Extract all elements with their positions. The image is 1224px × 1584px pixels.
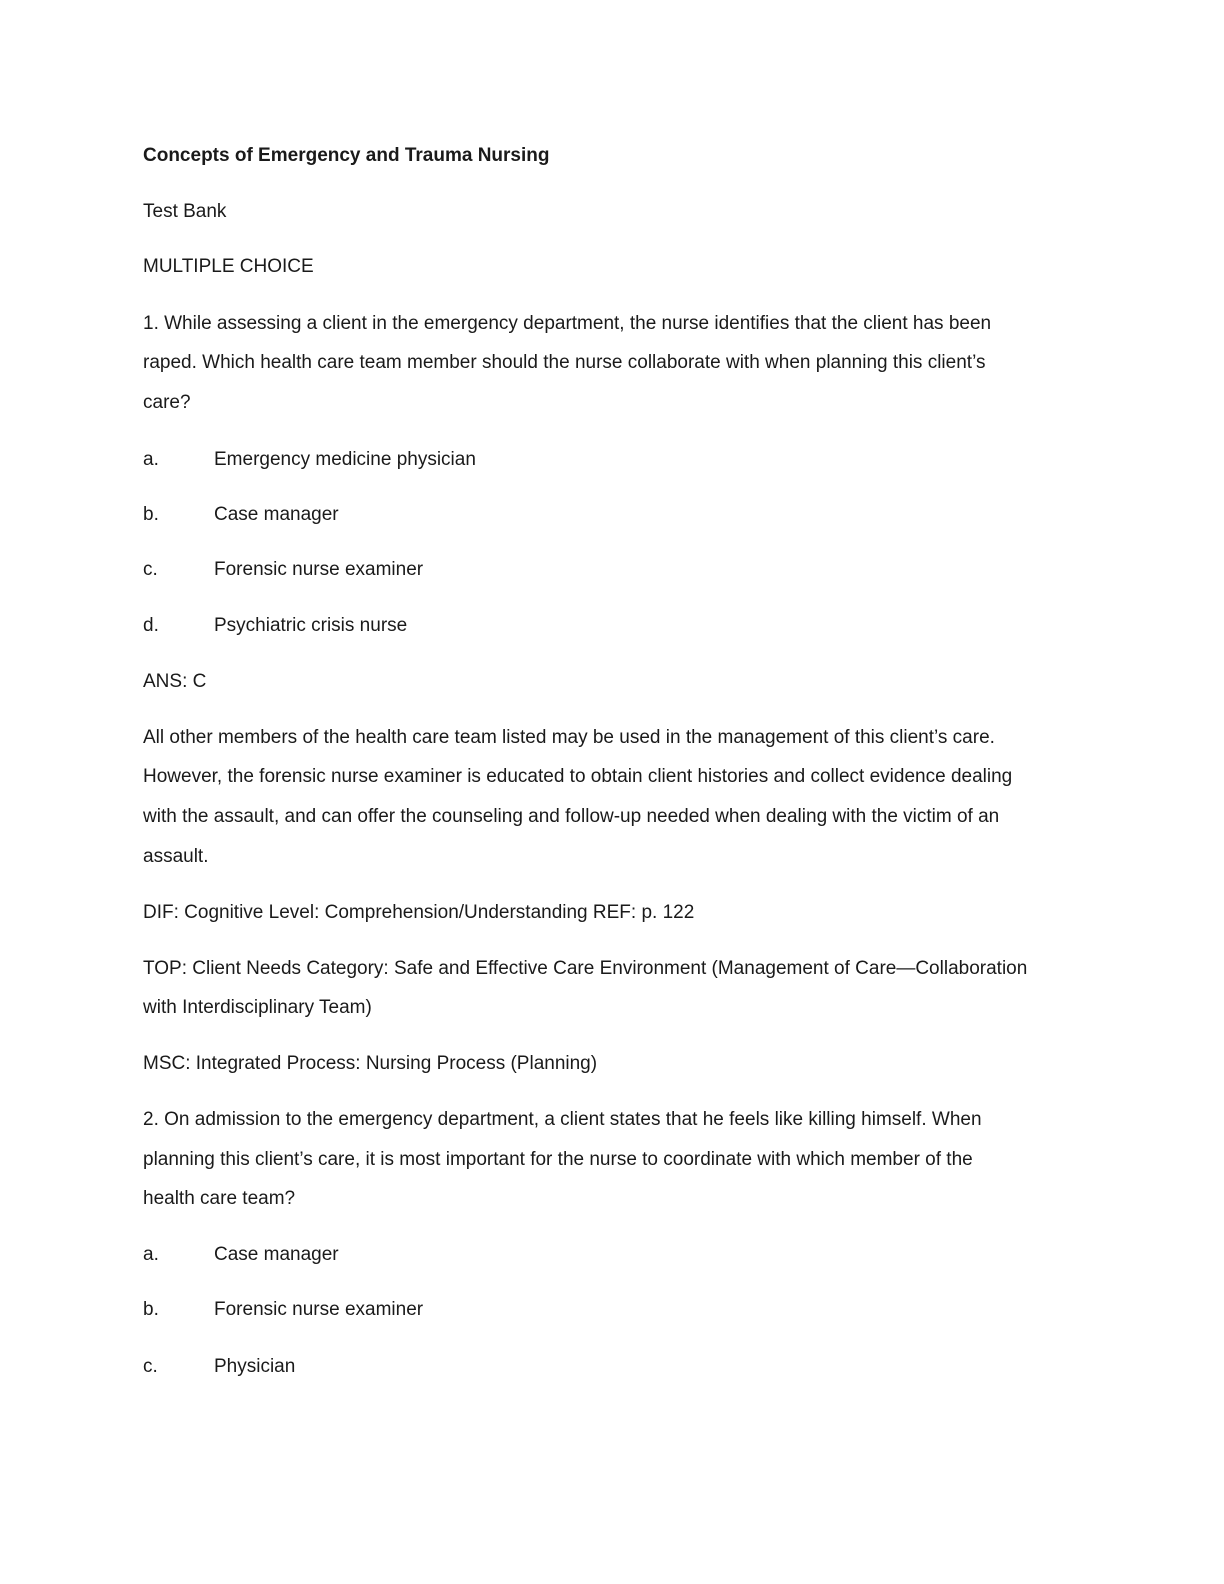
- question-stem-line: 1. While assessing a client in the emergency department, the nurse identifies that the client has been: [143, 313, 992, 334]
- option-text: Emergency medicine physician: [214, 449, 476, 470]
- rationale-line: However, the forensic nurse examiner is educated to obtain client histories and collect evidence dealing: [143, 766, 1013, 787]
- question-stem-line: health care team?: [143, 1188, 296, 1209]
- option-letter: b.: [143, 504, 159, 525]
- option-letter: a.: [143, 1244, 159, 1265]
- option-text: Forensic nurse examiner: [214, 1299, 424, 1320]
- answer-key: ANS: C: [143, 671, 207, 692]
- question-stem-line: raped. Which health care team member should the nurse collaborate with when planning this client’s: [143, 352, 986, 373]
- option-text: Physician: [214, 1356, 296, 1377]
- option-text: Psychiatric crisis nurse: [214, 615, 408, 636]
- question-stem-line: care?: [143, 392, 191, 413]
- topic-line: with Interdisciplinary Team): [143, 997, 372, 1018]
- option-text: Forensic nurse examiner: [214, 559, 424, 580]
- option-letter: a.: [143, 449, 159, 470]
- section-heading: MULTIPLE CHOICE: [143, 256, 314, 277]
- msc-line: MSC: Integrated Process: Nursing Process (Planning): [143, 1053, 598, 1074]
- rationale-line: with the assault, and can offer the counseling and follow-up needed when dealing with the victim of an: [143, 806, 1000, 827]
- option-letter: c.: [143, 1356, 158, 1377]
- option-letter: c.: [143, 559, 158, 580]
- question-stem-line: planning this client’s care, it is most important for the nurse to coordinate with which member of the: [143, 1149, 973, 1170]
- option-letter: b.: [143, 1299, 159, 1320]
- topic-line: TOP: Client Needs Category: Safe and Effective Care Environment (Management of Care—Collaboration: [143, 958, 1028, 979]
- question-stem-line: 2. On admission to the emergency department, a client states that he feels like killing himself. When: [143, 1109, 982, 1130]
- option-text: Case manager: [214, 504, 339, 525]
- document-subtitle: Test Bank: [143, 201, 227, 222]
- option-letter: d.: [143, 615, 159, 636]
- option-text: Case manager: [214, 1244, 339, 1265]
- rationale-line: assault.: [143, 846, 209, 867]
- rationale-line: All other members of the health care team listed may be used in the management of this client’s care.: [143, 727, 995, 748]
- difficulty-reference: DIF: Cognitive Level: Comprehension/Understanding REF: p. 122: [143, 902, 695, 923]
- document-title: Concepts of Emergency and Trauma Nursing: [143, 145, 550, 166]
